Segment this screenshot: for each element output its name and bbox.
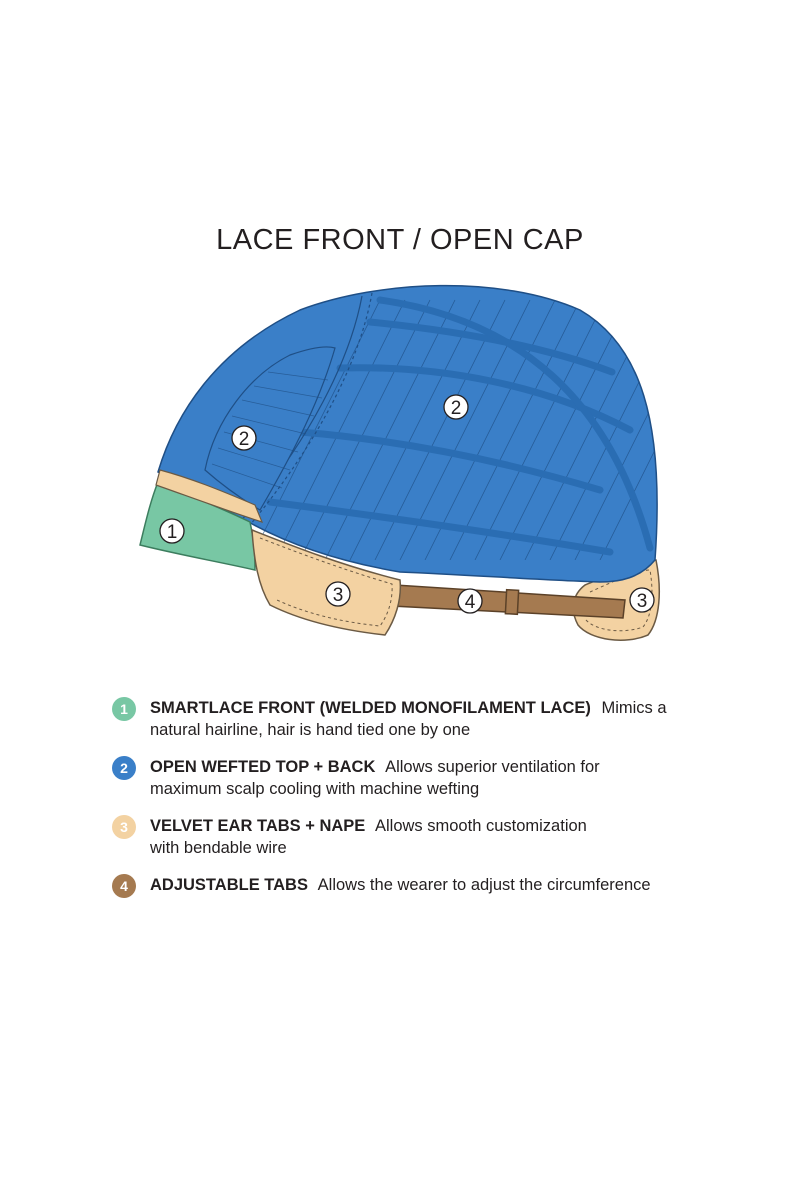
legend-number-badge: 4 [112, 874, 136, 898]
legend-item-adjustable-tabs [112, 874, 712, 896]
wig-cap-diagram [0, 270, 800, 660]
strap-buckle [505, 590, 518, 615]
legend-item-wefted-top [112, 756, 712, 800]
marker-2-front [232, 426, 256, 450]
legend-description-continued: natural hairline, hair is hand tied one by one [150, 721, 471, 739]
marker-3-nape [630, 588, 654, 612]
marker-2-top [444, 395, 468, 419]
marker-3-ear [326, 582, 350, 606]
legend-number-badge: 2 [112, 756, 136, 780]
legend-heading: SMARTLACE FRONT (WELDED MONOFILAMENT LACE) [150, 699, 591, 717]
legend-description: Mimics a [601, 699, 667, 717]
svg-text:3: 3 [636, 591, 648, 612]
legend-heading: OPEN WEFTED TOP + BACK [150, 758, 376, 776]
legend-heading: VELVET EAR TABS + NAPE [150, 817, 366, 835]
legend-item-lace-front [112, 697, 712, 741]
svg-text:4: 4 [464, 592, 476, 613]
legend-number-badge: 3 [112, 815, 136, 839]
svg-text:2: 2 [450, 398, 462, 419]
legend-description: Allows superior ventilation for [385, 758, 600, 776]
legend-item-ear-tabs [112, 815, 712, 859]
svg-text:1: 1 [166, 522, 178, 543]
legend-description: Allows the wearer to adjust the circumference [317, 876, 651, 894]
svg-text:3: 3 [332, 585, 344, 606]
page-title: LACE FRONT / OPEN CAP [216, 224, 584, 256]
legend-description-continued: maximum scalp cooling with machine wefting [150, 780, 480, 798]
marker-1 [160, 519, 184, 543]
legend-number-badge: 1 [112, 697, 136, 721]
legend-heading: ADJUSTABLE TABS [150, 876, 308, 894]
legend-description-continued: with bendable wire [150, 839, 287, 857]
svg-text:2: 2 [238, 429, 250, 450]
legend-description: Allows smooth customization [375, 817, 587, 835]
marker-4 [458, 589, 482, 613]
legend [112, 697, 712, 911]
